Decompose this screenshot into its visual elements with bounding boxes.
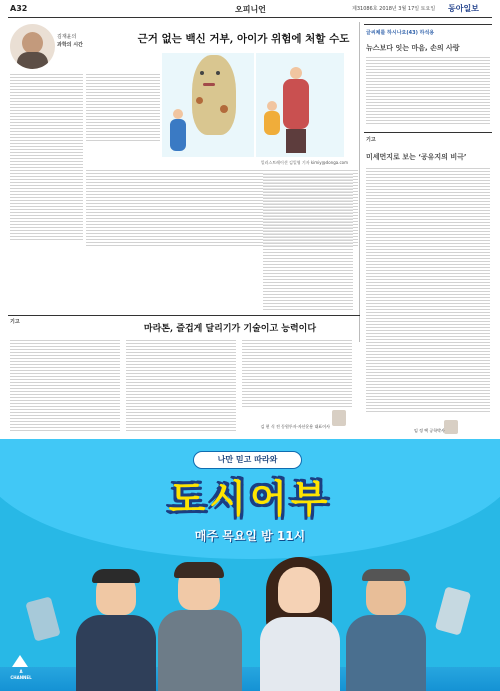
author-photo <box>10 24 55 69</box>
sidebar-text-1 <box>366 55 490 125</box>
sidebar-title-1: 뉴스보다 잇는 마음, 손의 사랑 <box>366 44 460 52</box>
fish-prop-left <box>25 596 60 641</box>
page-header <box>0 0 500 18</box>
sidebar-text-2 <box>366 166 490 412</box>
column-divider <box>359 22 360 342</box>
author-name: 김재윤의 <box>57 34 77 40</box>
illustration-caption: 일러스트레이션 김일영 기자 kimiy@donga.com <box>260 160 348 165</box>
sidebar-label-2: 기고 <box>366 137 376 143</box>
issue-meta: 제31086호 2018년 3월 17일 토요일 <box>352 6 436 12</box>
page-number: A32 <box>10 4 28 13</box>
bottom-author-photo <box>332 410 346 426</box>
article-illustration <box>162 53 254 157</box>
newspaper-logo: 동아일보 <box>448 4 479 13</box>
article-column-3 <box>263 172 353 312</box>
tv-show-advertisement[interactable] <box>0 439 500 691</box>
bottom-column-2 <box>126 338 236 433</box>
channel-logo: A CHANNEL <box>7 655 35 685</box>
columnist-photo <box>444 420 458 434</box>
cast-member-center-left <box>150 564 250 691</box>
cast-member-center-right <box>250 561 350 691</box>
ad-show-title: 도시어부 <box>168 477 332 521</box>
header-rule <box>8 17 492 18</box>
ad-tagline: 나만 믿고 따라와 <box>217 455 278 464</box>
bottom-column-1 <box>10 338 120 433</box>
bottom-headline: 마라톤, 즐겁게 달리기가 기술이고 능력이다 <box>143 324 317 334</box>
article-column-2 <box>86 72 160 142</box>
sidebar-label-1: 글씨체를 하시나요(43) 하석용 <box>366 30 435 36</box>
bottom-byline: 김 현 식 전 동원투자·자산운용 대표이사 <box>260 424 330 429</box>
column-name: 과학의 시간 <box>57 42 83 48</box>
fish-prop-right <box>435 586 472 635</box>
sidebar-title-2: 미세먼지로 보는 ‘공유지의 비극’ <box>366 153 467 161</box>
section-title: 오피니언 <box>235 5 266 14</box>
bottom-label: 기고 <box>10 319 20 325</box>
sidebar-byline: 임 정 택 공학박사 <box>414 428 445 433</box>
ad-tagline-bubble <box>193 451 302 469</box>
bottom-column-3 <box>242 338 352 408</box>
cast-member-right <box>338 569 434 691</box>
cast-member-left <box>70 569 162 691</box>
main-headline: 근거 없는 백신 거부, 아이가 위험에 처할 수도 <box>137 33 350 45</box>
article-column-1 <box>10 72 83 242</box>
ad-schedule: 매주 목요일 밤 11시 <box>194 529 306 543</box>
